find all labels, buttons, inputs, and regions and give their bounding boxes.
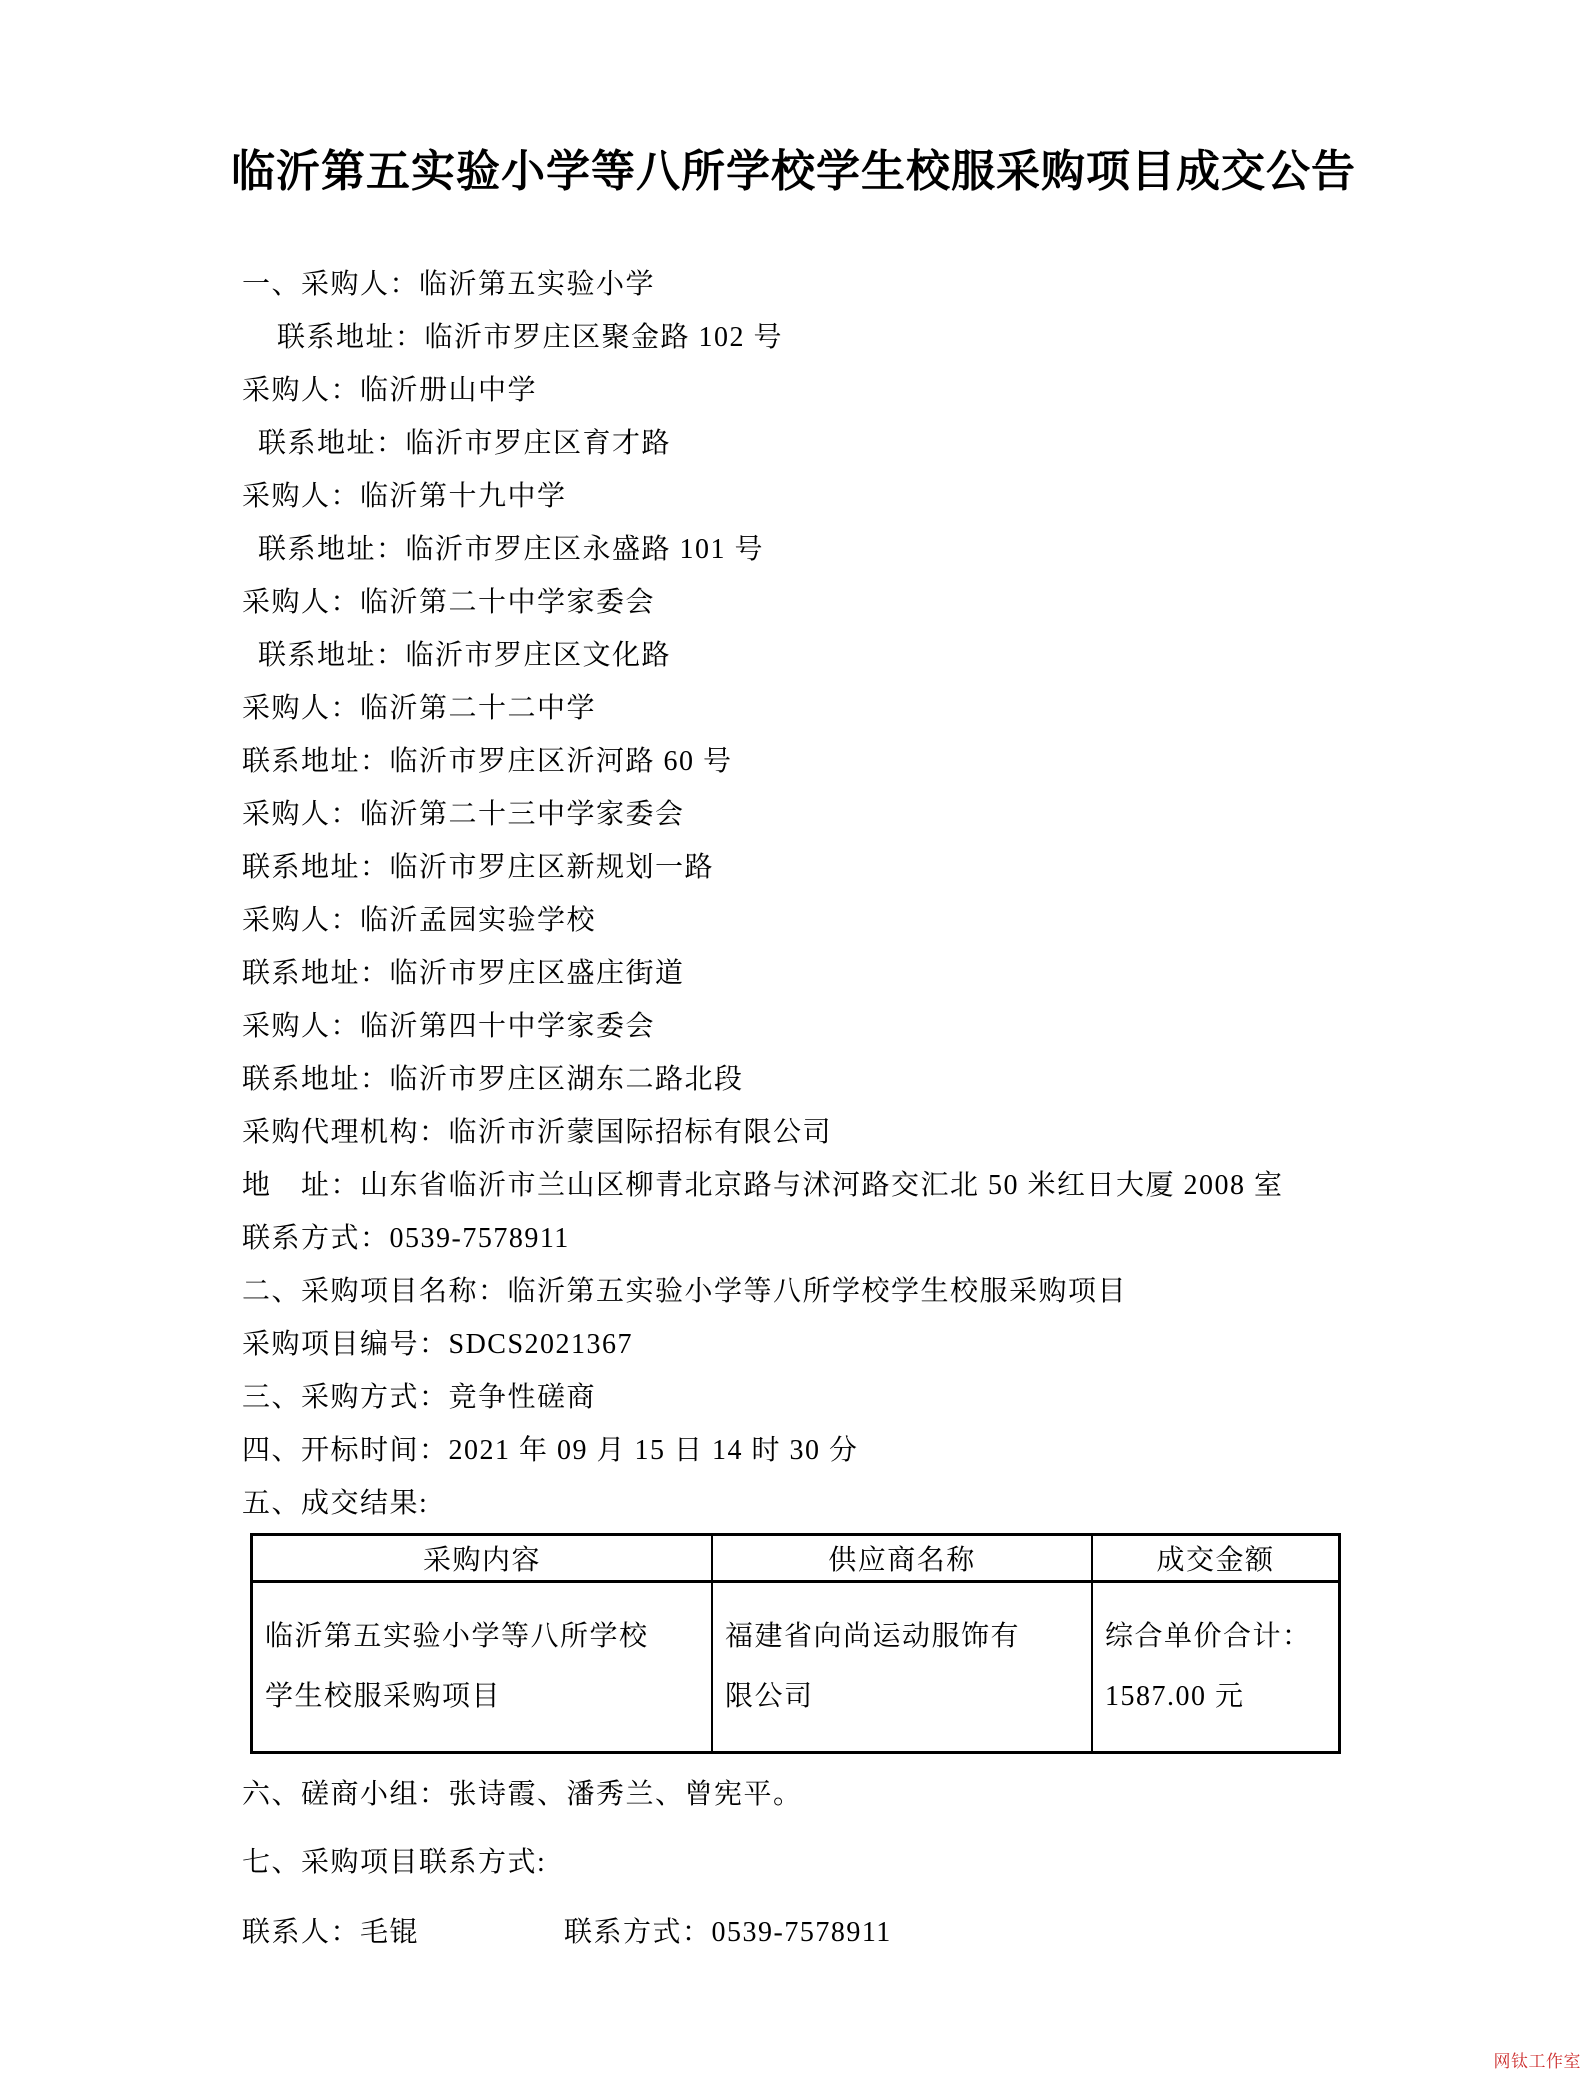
cell-line: 1587.00 元	[1105, 1681, 1245, 1712]
cell-supplier-name	[712, 1582, 1092, 1753]
cell-line: 学生校服采购项目	[265, 1681, 502, 1712]
cell-line: 综合单价合计：	[1105, 1621, 1312, 1652]
doc-line: 联系地址：临沂市罗庄区永盛路 101 号	[258, 534, 765, 565]
contact-method: 联系方式：0539-7578911	[564, 1917, 892, 1948]
doc-line: 联系地址：临沂市罗庄区聚金路 102 号	[277, 322, 784, 353]
doc-line: 三、采购方式：竞争性磋商	[242, 1382, 597, 1413]
cell-deal-amount	[1092, 1582, 1340, 1753]
doc-line: 联系方式：0539-7578911	[242, 1223, 570, 1254]
doc-line: 二、采购项目名称：临沂第五实验小学等八所学校学生校服采购项目	[242, 1276, 1128, 1307]
doc-line: 采购人：临沂第十九中学	[242, 481, 567, 512]
table-header-content: 采购内容	[252, 1535, 713, 1582]
doc-line: 联系地址：临沂市罗庄区新规划一路	[242, 852, 715, 883]
doc-line: 五、成交结果:	[242, 1488, 429, 1519]
document-footer	[242, 1768, 1527, 1959]
doc-line: 采购人：临沂孟园实验学校	[242, 905, 597, 936]
doc-line: 采购人：临沂第二十三中学家委会	[242, 799, 685, 830]
cell-line: 临沂第五实验小学等八所学校	[265, 1621, 649, 1652]
table-row	[252, 1582, 1340, 1753]
doc-line: 联系地址：临沂市罗庄区育才路	[258, 428, 672, 459]
negotiation-group-line: 六、磋商小组：张诗霞、潘秀兰、曾宪平。	[242, 1779, 803, 1810]
doc-line: 联系地址：临沂市罗庄区沂河路 60 号	[242, 746, 733, 777]
document-body	[242, 258, 1527, 1530]
cell-procurement-content	[252, 1582, 713, 1753]
watermark-label: 网钛工作室	[1493, 2052, 1581, 2071]
doc-line: 采购人：临沂第二十中学家委会	[242, 587, 656, 618]
page-title: 临沂第五实验小学等八所学校学生校服采购项目成交公告	[231, 147, 1356, 196]
doc-line: 采购人：临沂第二十二中学	[242, 693, 597, 724]
cell-line: 限公司	[725, 1681, 814, 1712]
doc-line: 四、开标时间：2021 年 09 月 15 日 14 时 30 分	[242, 1435, 859, 1466]
table-header-row	[252, 1535, 1340, 1582]
contact-heading-line: 七、采购项目联系方式:	[242, 1847, 547, 1878]
doc-line: 采购人：临沂册山中学	[242, 375, 538, 406]
table-header-supplier: 供应商名称	[712, 1535, 1092, 1582]
table-header-amount: 成交金额	[1092, 1535, 1340, 1582]
doc-line: 联系地址：临沂市罗庄区文化路	[258, 640, 672, 671]
contact-person: 联系人：毛锟	[242, 1917, 420, 1948]
doc-line: 采购项目编号：SDCS2021367	[242, 1329, 634, 1360]
doc-line: 采购人：临沂第四十中学家委会	[242, 1011, 656, 1042]
contact-row	[242, 1906, 1527, 1959]
result-table	[250, 1533, 1341, 1754]
doc-line: 联系地址：临沂市罗庄区湖东二路北段	[242, 1064, 744, 1095]
cell-line: 福建省向尚运动服饰有	[725, 1621, 1021, 1652]
doc-line: 采购代理机构：临沂市沂蒙国际招标有限公司	[242, 1117, 833, 1148]
doc-line: 地 址：山东省临沂市兰山区柳青北京路与沭河路交汇北 50 米红日大厦 2008 室	[242, 1170, 1284, 1201]
doc-line: 一、采购人：临沂第五实验小学	[242, 269, 656, 300]
doc-line: 联系地址：临沂市罗庄区盛庄街道	[242, 958, 685, 989]
